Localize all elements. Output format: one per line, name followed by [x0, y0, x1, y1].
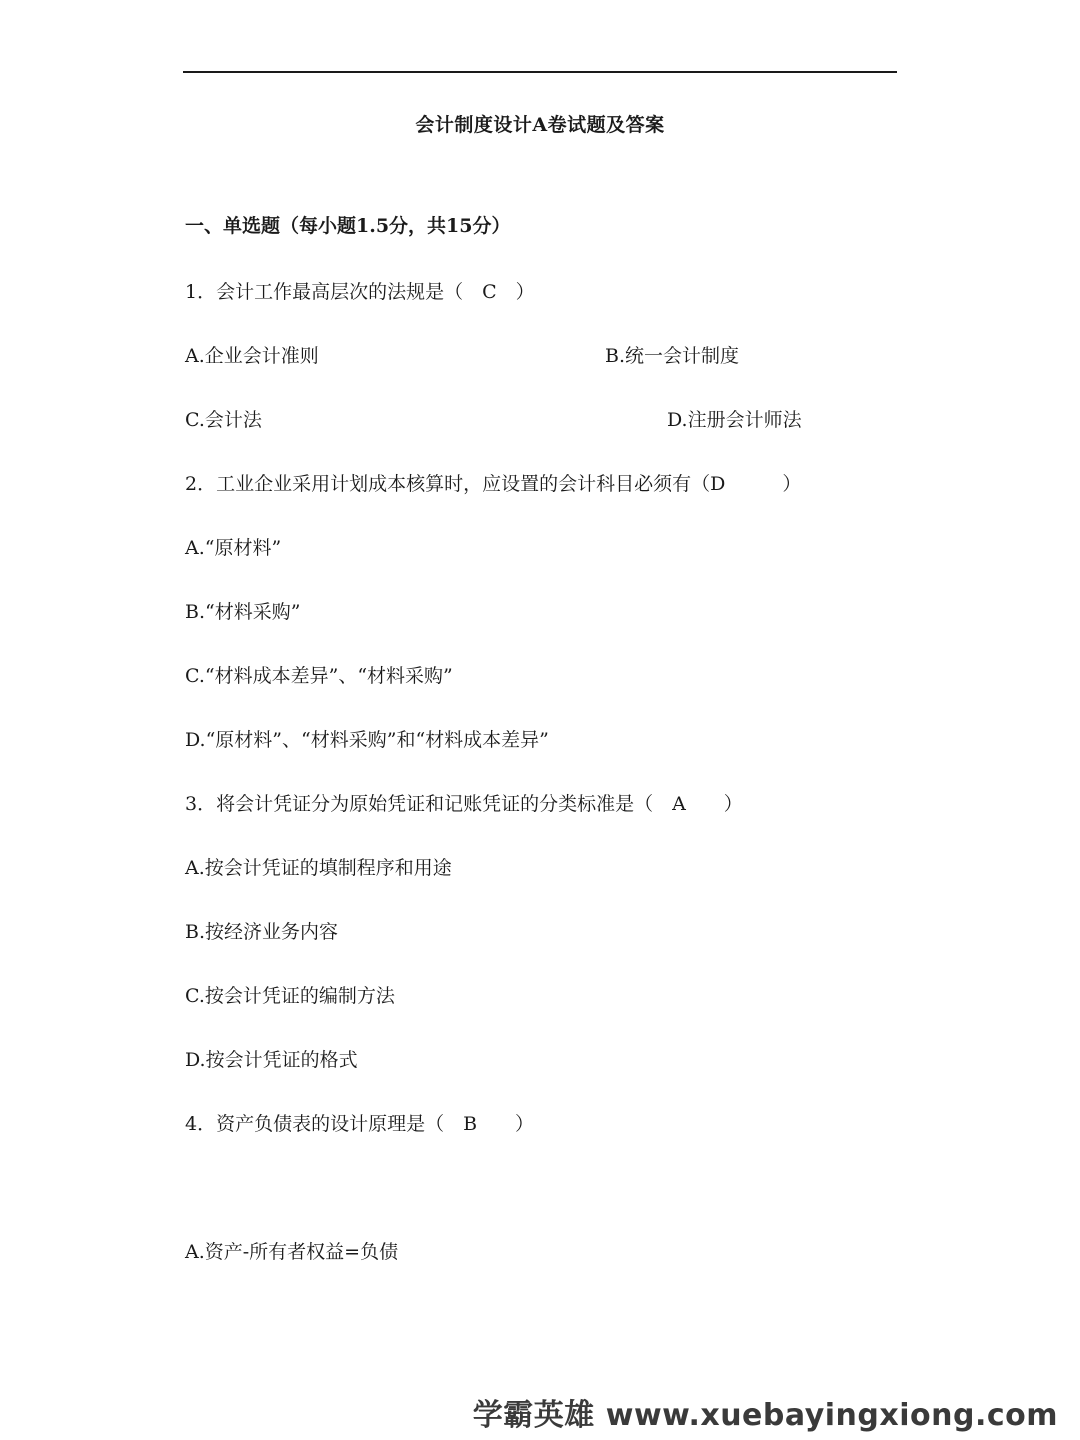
- question-4-stem: 4．资产负债表的设计原理是（ B ）: [185, 1113, 535, 1135]
- site-watermark: 学霸英雄 www.xuebayingxiong.com: [472, 1398, 1058, 1433]
- section-title: 一、单选题（每小题1.5分，共15分）: [185, 215, 511, 237]
- document-title: 会计制度设计A卷试题及答案: [415, 114, 665, 136]
- question-4-option-a: A.资产-所有者权益=负债: [185, 1241, 399, 1263]
- question-1-option-b: B.统一会计制度: [605, 345, 740, 367]
- question-1-option-a: A.企业会计准则: [185, 345, 319, 367]
- question-2-option-b: B.“材料采购”: [185, 601, 301, 623]
- question-3-option-a: A.按会计凭证的填制程序和用途: [185, 857, 452, 879]
- question-1-option-d: D.注册会计师法: [667, 409, 802, 431]
- question-2-option-a: A.“原材料”: [185, 537, 282, 559]
- question-3-option-b: B.按经济业务内容: [185, 921, 339, 943]
- question-1-stem: 1．会计工作最高层次的法规是（ C ）: [185, 281, 535, 303]
- question-3-option-d: D.按会计凭证的格式: [185, 1049, 358, 1071]
- question-2-stem: 2．工业企业采用计划成本核算时，应设置的会计科目必须有（D ）: [185, 473, 802, 495]
- header-rule: [183, 71, 897, 73]
- question-3-option-c: C.按会计凭证的编制方法: [185, 985, 395, 1007]
- question-1-option-c: C.会计法: [185, 409, 262, 431]
- question-3-stem: 3．将会计凭证分为原始凭证和记账凭证的分类标准是（ A ）: [185, 793, 743, 815]
- question-2-option-d: D.“原材料”、“材料采购”和“材料成本差异”: [185, 729, 549, 751]
- question-2-option-c: C.“材料成本差异”、“材料采购”: [185, 665, 453, 687]
